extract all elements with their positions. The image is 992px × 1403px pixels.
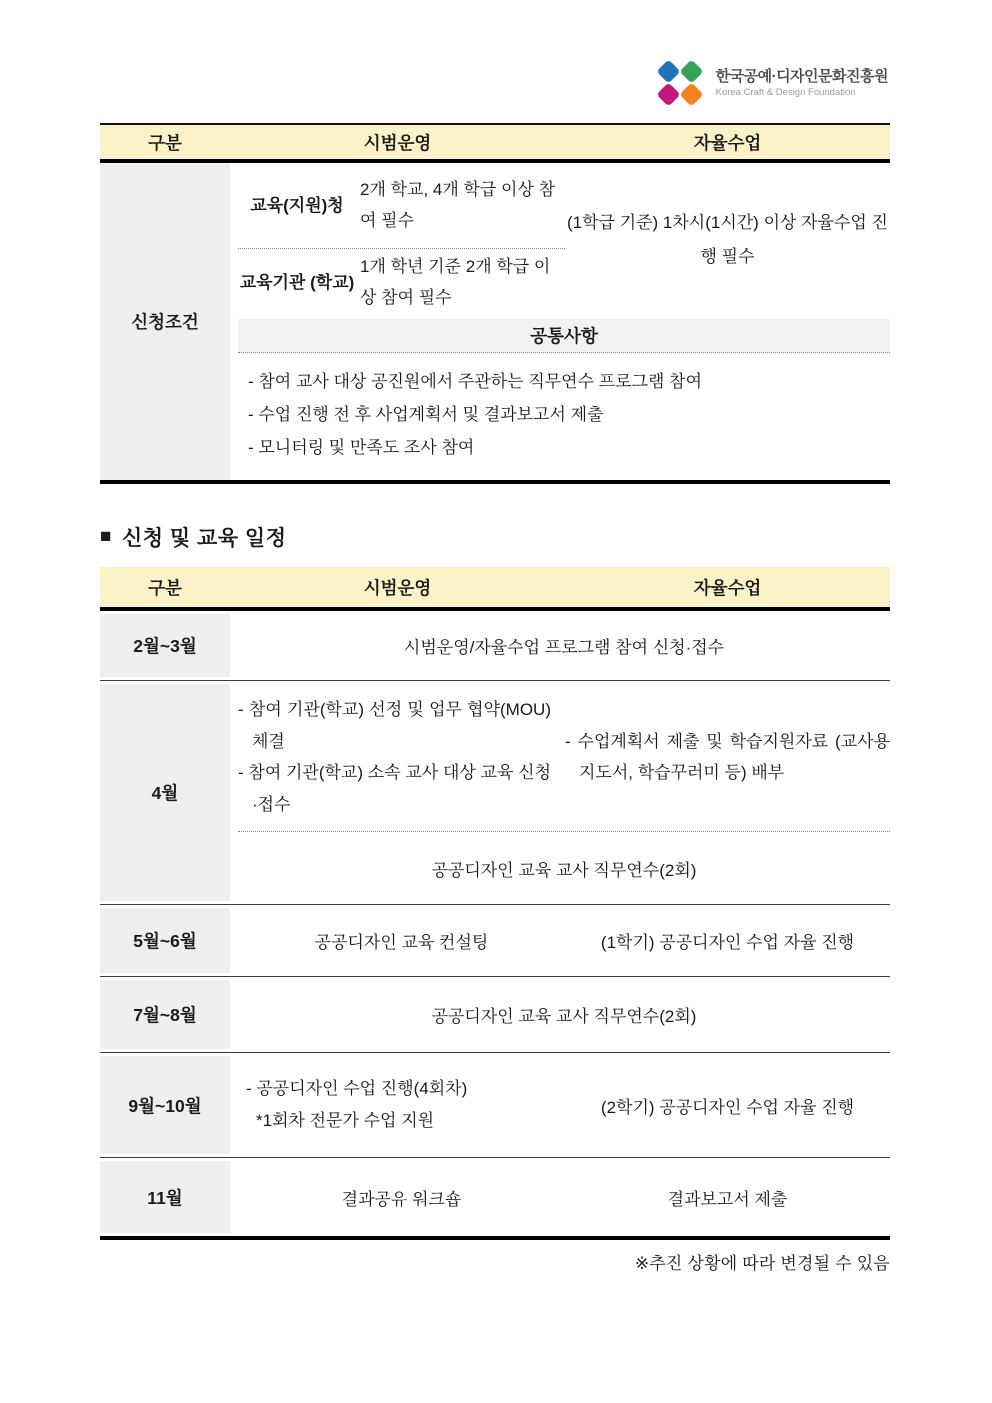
month-label: 11월 [100,1158,230,1236]
self-cell: 결과보고서 제출 [667,1189,788,1209]
list-item: - 참여 기관(학교) 소속 교사 대상 교육 신청·접수 [238,763,551,814]
condition-header-pilot: 시범운영 [363,132,432,153]
condition-school-text: 1개 학년 기준 2개 학급 이상 참여 필수 [360,257,551,307]
row-content [230,905,890,976]
schedule-row-sep-oct [100,1053,890,1158]
footnote: ※추진 상황에 따라 변경될 수 있음 [634,1254,890,1274]
common-item: - 참여 교사 대상 공진원에서 주관하는 직무연수 프로그램 참여 [248,372,702,391]
common-item: - 모니터링 및 만족도 조사 참여 [248,438,475,458]
schedule-row-jul-aug [100,977,890,1053]
row-content [230,681,890,904]
april-pilot-cell [238,694,565,820]
row-content [230,1053,890,1157]
logo-diamond-magenta-icon [656,82,680,106]
condition-table-body [100,163,890,480]
april-upper-block [238,681,890,832]
condition-office-label: 교육(지원)청 [250,195,344,215]
condition-row-label: 신청조건 [100,163,230,480]
schedule-table-header [100,567,890,611]
condition-header-self: 자율수업 [693,132,762,153]
month-label: 7월~8월 [100,977,230,1052]
row-content [230,611,890,680]
month-label: 5월~6월 [100,905,230,976]
logo-diamond-orange-icon [679,82,703,106]
logo [0,0,992,109]
square-bullet-icon: ■ [100,526,112,548]
month-label: 9월~10월 [100,1053,230,1157]
section-title [100,522,992,552]
condition-office-text: 2개 학교, 4개 학급 이상 참여 필수 [360,179,556,230]
schedule-table [100,567,890,1240]
schedule-header-gubun: 구분 [148,577,182,598]
logo-subtitle: Korea Craft & Design Foundation [715,86,856,98]
self-cell: (1학기) 공공디자인 수업 자율 진행 [600,933,855,953]
schedule-header-self: 자율수업 [693,577,762,598]
logo-diamond-green-icon [679,59,703,83]
schedule-row-may-jun [100,905,890,977]
logo-diamonds-icon [655,58,706,109]
condition-table [100,123,890,484]
condition-content [230,163,890,480]
row-content [230,1158,890,1236]
condition-pilot-column [238,163,565,317]
list-item: - 수업계획서 제출 및 학습지원자료 (교사용 지도서, 학습꾸러미 등) 배부 [565,731,890,783]
merged-cell: 공공디자인 교육 교사 직무연수(2회) [431,1007,697,1027]
schedule-row-april [100,681,890,905]
list-item: *1회차 전문가 수업 지원 [256,1111,435,1131]
common-item: - 수업 진행 전 후 사업계획서 및 결과보고서 제출 [248,405,604,425]
schedule-row-feb-mar [100,611,890,681]
condition-subrow-office [238,163,565,249]
pilot-cell: 결과공유 워크숍 [341,1189,462,1209]
condition-subrow-school [238,249,565,317]
logo-diamond-blue-icon [656,59,680,83]
section-title-text: 신청 및 교육 일정 [121,527,287,551]
schedule-row-november [100,1158,890,1236]
self-cell: (2학기) 공공디자인 수업 자율 진행 [600,1097,855,1117]
condition-header-gubun: 구분 [148,132,182,153]
logo-title: 한국공예·디자인문화진흥원 [715,68,888,86]
month-label: 2월~3월 [100,611,230,680]
april-self-cell [565,694,890,820]
logo-text [716,68,888,99]
condition-school-label: 교육기관 (학교) [239,273,355,293]
merged-cell: 시범운영/자율수업 프로그램 참여 신청·접수 [403,638,725,658]
list-item: - 참여 기관(학교) 선정 및 업무 협약(MOU) 체결 [238,700,551,751]
april-merged-cell: 공공디자인 교육 교사 직무연수(2회) [431,860,697,880]
schedule-header-pilot: 시범운영 [363,577,432,598]
list-item: - 공공디자인 수업 진행(4회차) [246,1078,468,1098]
common-items-list [238,353,890,480]
pilot-cell: 공공디자인 교육 컨설팅 [314,933,489,953]
condition-self-class-cell: (1학급 기준) 1차시(1시간) 이상 자율수업 진행 필수 [567,213,888,266]
month-label: 4월 [100,681,230,904]
pilot-cell [238,1053,565,1157]
condition-table-header [100,125,890,163]
condition-top-block [238,163,890,317]
common-section-header: 공통사항 [238,319,890,353]
row-content [230,977,890,1052]
